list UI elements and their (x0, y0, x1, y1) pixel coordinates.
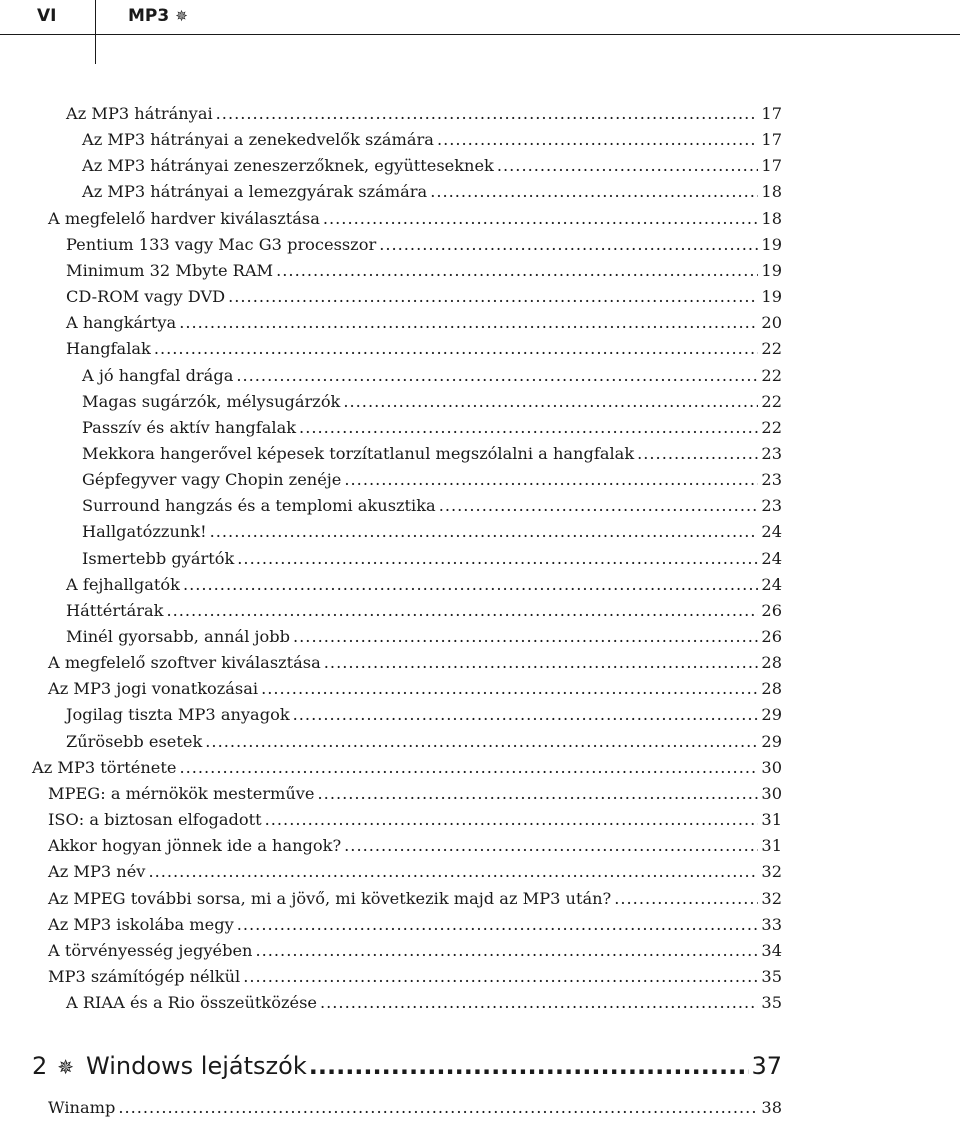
toc-entry-title: Az MP3 története (32, 757, 177, 777)
star-icon: ✵ (57, 1055, 75, 1079)
toc-entry-title: MPEG: a mérnökök mesterműve (48, 783, 315, 803)
toc-entry[interactable] (48, 889, 782, 915)
toc-entry[interactable] (48, 967, 782, 993)
toc-entry-title: Minél gyorsabb, annál jobb (66, 627, 291, 646)
toc-entry-page-number: 31 (761, 810, 782, 830)
toc-entry-page-number: 30 (761, 783, 782, 803)
leader-dots (216, 104, 759, 123)
toc-entry-title: A RIAA és a Rio összeütközése (66, 993, 317, 1013)
toc-entry[interactable] (66, 993, 782, 1019)
toc-entry[interactable] (66, 705, 782, 731)
toc-entry-page-number: 22 (761, 365, 782, 385)
toc-entry[interactable] (48, 836, 782, 862)
toc-entry[interactable] (48, 653, 782, 679)
toc-entry-page-number: 24 (761, 548, 782, 568)
toc-entry-page-number: 18 (761, 182, 782, 202)
leader-dots (228, 287, 758, 306)
leader-dots (293, 627, 758, 646)
toc-entry[interactable] (82, 392, 782, 418)
header-vertical-rule (95, 0, 96, 64)
toc-entry-page-number: 33 (761, 914, 782, 934)
chapter-number: 2 (32, 1052, 48, 1080)
toc-entry-page-number: 23 (761, 443, 782, 463)
leader-dots (437, 130, 758, 149)
toc-entry-title: CD-ROM vagy DVD (66, 287, 226, 307)
toc-entry[interactable] (66, 732, 782, 758)
leader-dots (237, 549, 758, 568)
toc-entry-page-number: 32 (761, 862, 782, 882)
toc-entry-title: A megfelelő szoftver kiválasztása (48, 653, 321, 673)
leader-dots (344, 470, 758, 489)
toc-entry[interactable] (66, 575, 782, 601)
leader-dots (236, 366, 758, 385)
leader-dots (293, 705, 759, 724)
header-horizontal-rule (0, 34, 960, 35)
toc-entry-page-number: 23 (761, 496, 782, 516)
toc-entry-page-number: 17 (761, 104, 782, 123)
chapter-page-number: 37 (751, 1052, 782, 1080)
toc-entry-title: A megfelelő hardver kiválasztása (48, 208, 320, 228)
toc-entry-title: Magas sugárzók, mélysugárzók (82, 391, 341, 411)
toc-entry-title: A fejhallgatók (66, 574, 180, 594)
header-page-label: VI (37, 6, 57, 26)
leader-dots (323, 209, 759, 228)
header-title-group (128, 6, 188, 26)
toc-entry[interactable] (66, 339, 782, 365)
toc-entry[interactable] (82, 496, 782, 522)
toc-entry[interactable] (66, 104, 782, 130)
toc-entry-page-number: 26 (761, 600, 782, 620)
toc-entry-title: Zűrösebb esetek (66, 731, 203, 751)
toc-entry-title: Minimum 32 Mbyte RAM (66, 260, 274, 280)
toc-entry-page-number: 34 (761, 940, 782, 960)
leader-dots (497, 156, 759, 175)
leader-dots (343, 392, 758, 411)
toc-entry[interactable] (48, 209, 782, 235)
toc-entry[interactable] (82, 470, 782, 496)
toc-entry[interactable] (82, 156, 782, 182)
toc-entry-title: Az MP3 jogi vonatkozásai (48, 679, 259, 699)
leader-dots (276, 261, 758, 280)
toc-entry-page-number: 29 (761, 731, 782, 751)
toc-entry-title: A törvényesség jegyében (48, 940, 253, 960)
leader-dots (166, 601, 758, 620)
toc-entry[interactable] (48, 679, 782, 705)
toc-entry-page-number: 28 (761, 679, 782, 699)
toc-entry-page-number: 17 (761, 156, 782, 176)
toc-entry-page-number: 24 (761, 522, 782, 542)
toc-entry-title: Hangfalak (66, 339, 151, 359)
leader-dots (430, 182, 758, 201)
toc-entry[interactable] (66, 287, 782, 313)
leader-dots (183, 575, 758, 594)
toc-entry-page-number: 22 (761, 339, 782, 359)
toc-entry-title: Hallgatózzunk! (82, 522, 207, 542)
toc-entry[interactable] (48, 941, 782, 967)
toc-entry-page-number: 22 (761, 417, 782, 437)
toc-entry[interactable] (82, 130, 782, 156)
toc-entry-title: Az MP3 név (48, 862, 146, 882)
leader-dots (637, 444, 758, 463)
toc-entry-title: Az MPEG további sorsa, mi a jövő, mi következik majd az MP3 után? (48, 888, 612, 908)
toc-entry[interactable] (82, 418, 782, 444)
toc-entry-title: Az MP3 iskolába megy (48, 914, 234, 934)
toc-entry-title: Jogilag tiszta MP3 anyagok (66, 705, 290, 725)
toc-entry-page-number: 38 (761, 1098, 782, 1117)
leader-dots (205, 732, 758, 751)
toc-entry-title: Passzív és aktív hangfalak (82, 417, 297, 437)
toc-entry-title: ISO: a biztosan elfogadott (48, 810, 262, 830)
toc-entry-title: Az MP3 hátrányai a zenekedvelők számára (82, 130, 434, 150)
toc-entry[interactable] (82, 366, 782, 392)
toc-entry-page-number: 19 (761, 287, 782, 307)
toc-entry-page-number: 30 (761, 757, 782, 777)
toc-entry[interactable] (66, 261, 782, 287)
toc-entry-page-number: 20 (761, 313, 782, 333)
toc-entry-page-number: 32 (761, 888, 782, 908)
toc-entry-title: Pentium 133 vagy Mac G3 processzor (66, 234, 377, 254)
toc-entry[interactable] (66, 235, 782, 261)
toc-entry-page-number: 28 (761, 653, 782, 673)
star-icon: ✵ (175, 7, 188, 25)
toc-entry-page-number: 29 (761, 705, 782, 725)
toc-entry[interactable] (48, 1098, 782, 1124)
toc-entry-title: Surround hangzás és a templomi akusztika (82, 496, 436, 516)
leader-dots (309, 1052, 750, 1080)
toc-entry-title: MP3 számítógép nélkül (48, 966, 241, 986)
toc-entry-page-number: 19 (761, 234, 782, 254)
toc-entry-title: Az MP3 hátrányai (66, 104, 213, 123)
leader-dots (344, 836, 758, 855)
leader-dots (320, 993, 758, 1012)
toc-entry[interactable] (82, 182, 782, 208)
chapter-heading (32, 1052, 782, 1088)
leader-dots (255, 941, 758, 960)
toc-entry-title: Az MP3 hátrányai a lemezgyárak számára (82, 182, 428, 202)
toc-entry-title: Ismertebb gyártók (82, 548, 235, 568)
chapter-title: Windows lejátszók (86, 1052, 307, 1080)
toc-entry[interactable] (82, 549, 782, 575)
toc-entry-title: Winamp (48, 1098, 116, 1117)
toc-entry[interactable] (32, 758, 782, 784)
toc-entry[interactable] (48, 810, 782, 836)
toc-entry-page-number: 26 (761, 627, 782, 646)
leader-dots (179, 313, 758, 332)
toc-entry-page-number: 18 (761, 208, 782, 228)
toc-entry[interactable] (82, 444, 782, 470)
leader-dots (148, 862, 758, 881)
toc-entry[interactable] (66, 313, 782, 339)
running-header (0, 0, 960, 34)
toc-entry-title: Az MP3 hátrányai zeneszerzőknek, együtteseknek (82, 156, 494, 176)
toc-entry[interactable] (48, 862, 782, 888)
toc-entry-page-number: 35 (761, 993, 782, 1013)
toc-entry[interactable] (48, 784, 782, 810)
toc-entry-title: Gépfegyver vagy Chopin zenéje (82, 470, 342, 490)
leader-dots (179, 758, 758, 777)
toc-entry-title: Mekkora hangerővel képesek torzítatlanul megszólalni a hangfalak (82, 443, 635, 463)
toc-entry-page-number: 23 (761, 470, 782, 490)
leader-dots (210, 522, 759, 541)
leader-dots (614, 889, 758, 908)
toc-entry-page-number: 35 (761, 966, 782, 986)
toc-entry[interactable] (66, 601, 782, 627)
leader-dots (243, 967, 758, 986)
toc-entry-page-number: 22 (761, 391, 782, 411)
toc-entry[interactable] (66, 627, 782, 653)
leader-dots (318, 784, 759, 803)
leader-dots (237, 915, 759, 934)
leader-dots (379, 235, 758, 254)
leader-dots (265, 810, 759, 829)
leader-dots (261, 679, 758, 698)
toc-entry-page-number: 24 (761, 574, 782, 594)
toc-entry-title: Háttértárak (66, 600, 164, 620)
toc-entry-page-number: 19 (761, 260, 782, 280)
toc-entry-title: Akkor hogyan jönnek ide a hangok? (48, 836, 342, 856)
toc-entry[interactable] (82, 522, 782, 548)
leader-dots (324, 653, 759, 672)
leader-dots (439, 496, 759, 515)
leader-dots (118, 1098, 758, 1117)
toc-entry-page-number: 31 (761, 836, 782, 856)
header-title: MP3 (128, 6, 170, 26)
leader-dots (299, 418, 758, 437)
toc-entry-title: A hangkártya (66, 313, 177, 333)
toc-entry[interactable] (48, 915, 782, 941)
toc-entry-title: A jó hangfal drága (82, 365, 234, 385)
leader-dots (154, 339, 759, 358)
toc-entry-page-number: 17 (761, 130, 782, 150)
